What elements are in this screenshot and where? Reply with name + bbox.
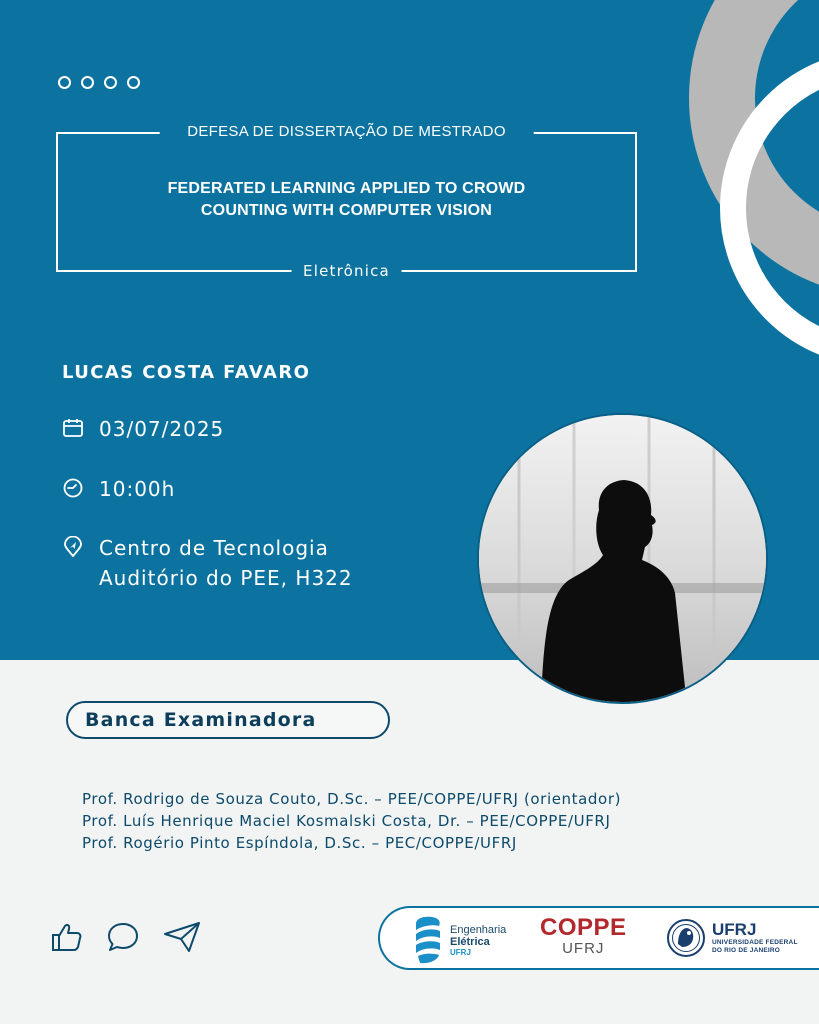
comment-icon[interactable] — [106, 920, 140, 954]
candidate-name: LUCAS COSTA FAVARO — [62, 362, 311, 383]
title-line-2: COUNTING WITH COMPUTER VISION — [200, 202, 493, 219]
engenharia-eletrica-logo — [412, 914, 506, 966]
ufrj-main: UFRJ — [712, 920, 757, 939]
committee-members — [82, 788, 621, 854]
ee-line-2: Elétrica — [450, 935, 490, 948]
clock-icon — [62, 477, 84, 499]
ee-logo-text — [450, 924, 506, 957]
date-row — [62, 414, 224, 444]
candidate-photo — [477, 413, 768, 704]
social-actions — [50, 920, 224, 954]
title-frame — [56, 123, 637, 280]
location-line-2: Auditório do PEE, H322 — [99, 566, 353, 590]
coppe-sub: UFRJ — [562, 940, 605, 957]
ufrj-logo-text — [712, 921, 798, 955]
location-value — [99, 533, 353, 593]
coppe-logo — [540, 915, 627, 957]
ufrj-sub-2: DO RIO DE JANEIRO — [712, 947, 781, 954]
thumbs-up-icon[interactable] — [50, 920, 84, 954]
event-type: DEFESA DE DISSERTAÇÃO DE MESTRADO — [159, 123, 534, 140]
institution-logos — [378, 906, 819, 970]
dot — [127, 76, 140, 89]
calendar-icon — [62, 417, 84, 439]
dot — [81, 76, 94, 89]
committee-member: Prof. Luís Henrique Maciel Kosmalski Costa, Dr. – PEE/COPPE/UFRJ — [82, 812, 611, 830]
time-text: 10:00h — [99, 477, 176, 501]
title-line-1: FEDERATED LEARNING APPLIED TO CROWD — [167, 180, 526, 197]
date-text: 03/07/2025 — [99, 417, 225, 441]
ufrj-seal-icon — [666, 914, 706, 962]
date-value — [99, 414, 224, 444]
silhouette-image — [479, 415, 768, 704]
time-value — [99, 474, 175, 504]
ufrj-logo — [666, 914, 798, 962]
location-pin-icon — [62, 536, 84, 558]
time-row — [62, 474, 175, 504]
area-label: Eletrônica — [291, 262, 402, 280]
dissertation-title — [58, 178, 635, 222]
ee-line-3: UFRJ — [450, 947, 471, 957]
committee-member: Prof. Rogério Pinto Espíndola, D.Sc. – PEC/COPPE/UFRJ — [82, 834, 517, 852]
location-row — [62, 533, 353, 593]
committee-member: Prof. Rodrigo de Souza Couto, D.Sc. – PEE/COPPE/UFRJ (orientador) — [82, 790, 622, 808]
ufrj-sub-1: UNIVERSIDADE FEDERAL — [712, 939, 798, 946]
dot — [104, 76, 117, 89]
committee-label: Banca Examinadora — [66, 701, 390, 739]
coppe-main: COPPE — [540, 914, 627, 941]
ee-line-1: Engenharia — [450, 923, 507, 936]
location-line-1: Centro de Tecnologia — [99, 536, 329, 560]
dot — [58, 76, 71, 89]
dots-decoration — [58, 76, 140, 89]
ee-logo-icon — [412, 914, 444, 966]
send-icon[interactable] — [162, 920, 202, 954]
